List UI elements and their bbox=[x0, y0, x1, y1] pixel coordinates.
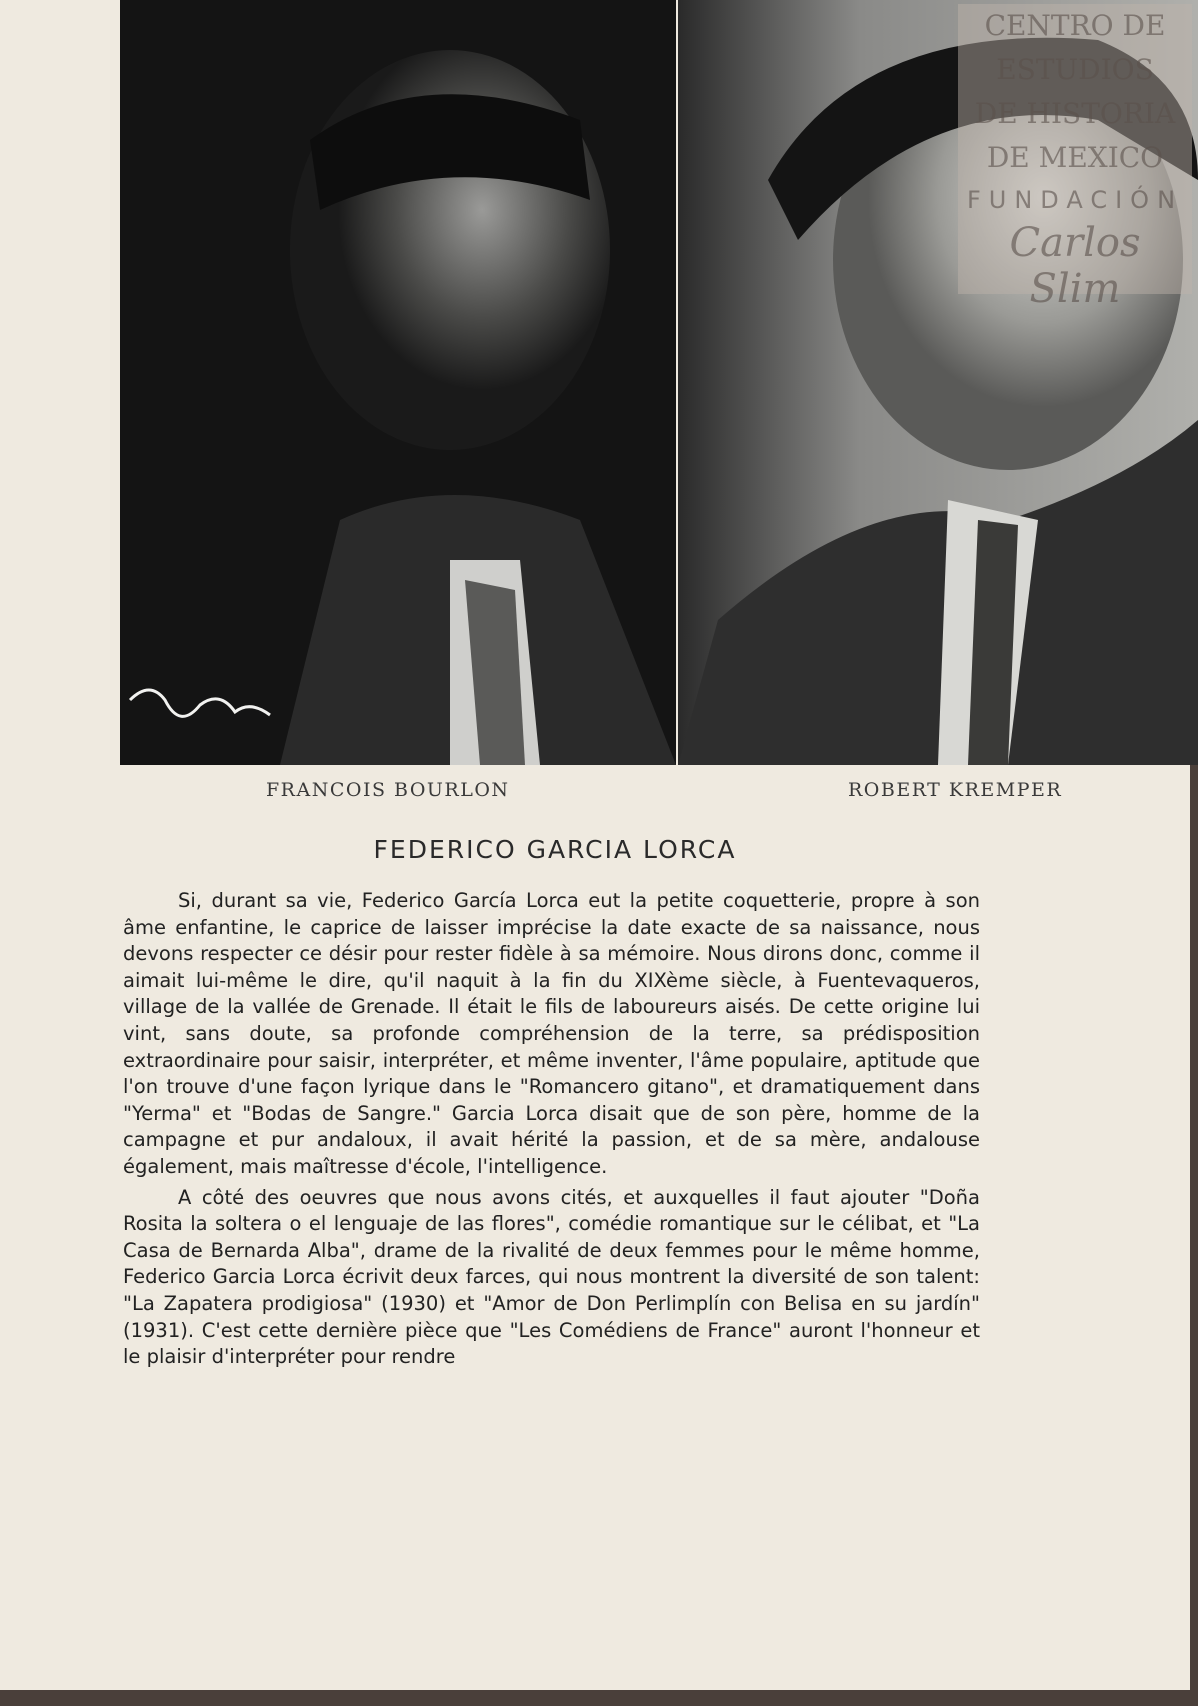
article-title: FEDERICO GARCIA LORCA bbox=[373, 835, 737, 864]
stamp-line-1: CENTRO DE bbox=[984, 9, 1166, 42]
stamp-line-5: FUNDACIÓN bbox=[966, 186, 1184, 214]
portrait-photo-francois-bourlon bbox=[120, 0, 676, 765]
caption-left: FRANCOIS BOURLON bbox=[266, 779, 510, 801]
stamp-line-2: ESTUDIOS bbox=[996, 53, 1154, 86]
paragraph-2: A côté des oeuvres que nous avons cités, et auxquelles il faut ajouter "Doña Rosita la soltera o el lenguaje de las flores", comédie romantique sur le célibat, et "La Casa de Bernarda Alba", drame de la rivalité de deux femmes pour le même homme, Federico Garcia Lorca écrivit deux farces, qui nous montrent la diversité de son talent: "La Zapatera prodigiosa" (1930) et "Amor de Don Perlimplín con Belisa en su jardín" (1931). C'est cette dernière pièce que "Les Comédiens de France" auront l'honneur et le plaisir d'interpréter pour rendre bbox=[123, 1185, 980, 1369]
watermark-stamp bbox=[958, 4, 1192, 312]
stamp-signature: Carlos Slim bbox=[1009, 220, 1141, 312]
article-body bbox=[123, 888, 980, 1375]
portrait-image-left bbox=[120, 0, 676, 765]
stamp-line-4: DE MEXICO bbox=[986, 141, 1164, 174]
stamp-line-3: DE HISTORIA bbox=[974, 97, 1176, 130]
paragraph-1: Si, durant sa vie, Federico García Lorca eut la petite coquetterie, propre à son âme enfantine, le caprice de laisser imprécise la date exacte de sa naissance, nous devons respecter ce désir pour rester fidèle à sa mémoire. Nous dirons donc, comme il aimait lui-même le dire, qu'il naquit à la fin du XIXème siècle, à Fuentevaqueros, village de la vallée de Grenade. Il était le fils de laboureurs aisés. De cette origine lui vint, sans doute, sa profonde compréhension de la terre, sa prédisposition extraordinaire pour saisir, interpréter, et même inventer, l'âme populaire, aptitude que l'on trouve d'une façon lyrique dans le "Romancero gitano", et dramatiquement dans "Yerma" et "Bodas de Sangre." Garcia Lorca disait que de son père, homme de la campagne et pur andaloux, il avait hérité la passion, et de sa mère, andalouse également, mais maîtresse d'école, l'intelligence. bbox=[123, 889, 980, 1178]
caption-right: ROBERT KREMPER bbox=[848, 779, 1063, 801]
